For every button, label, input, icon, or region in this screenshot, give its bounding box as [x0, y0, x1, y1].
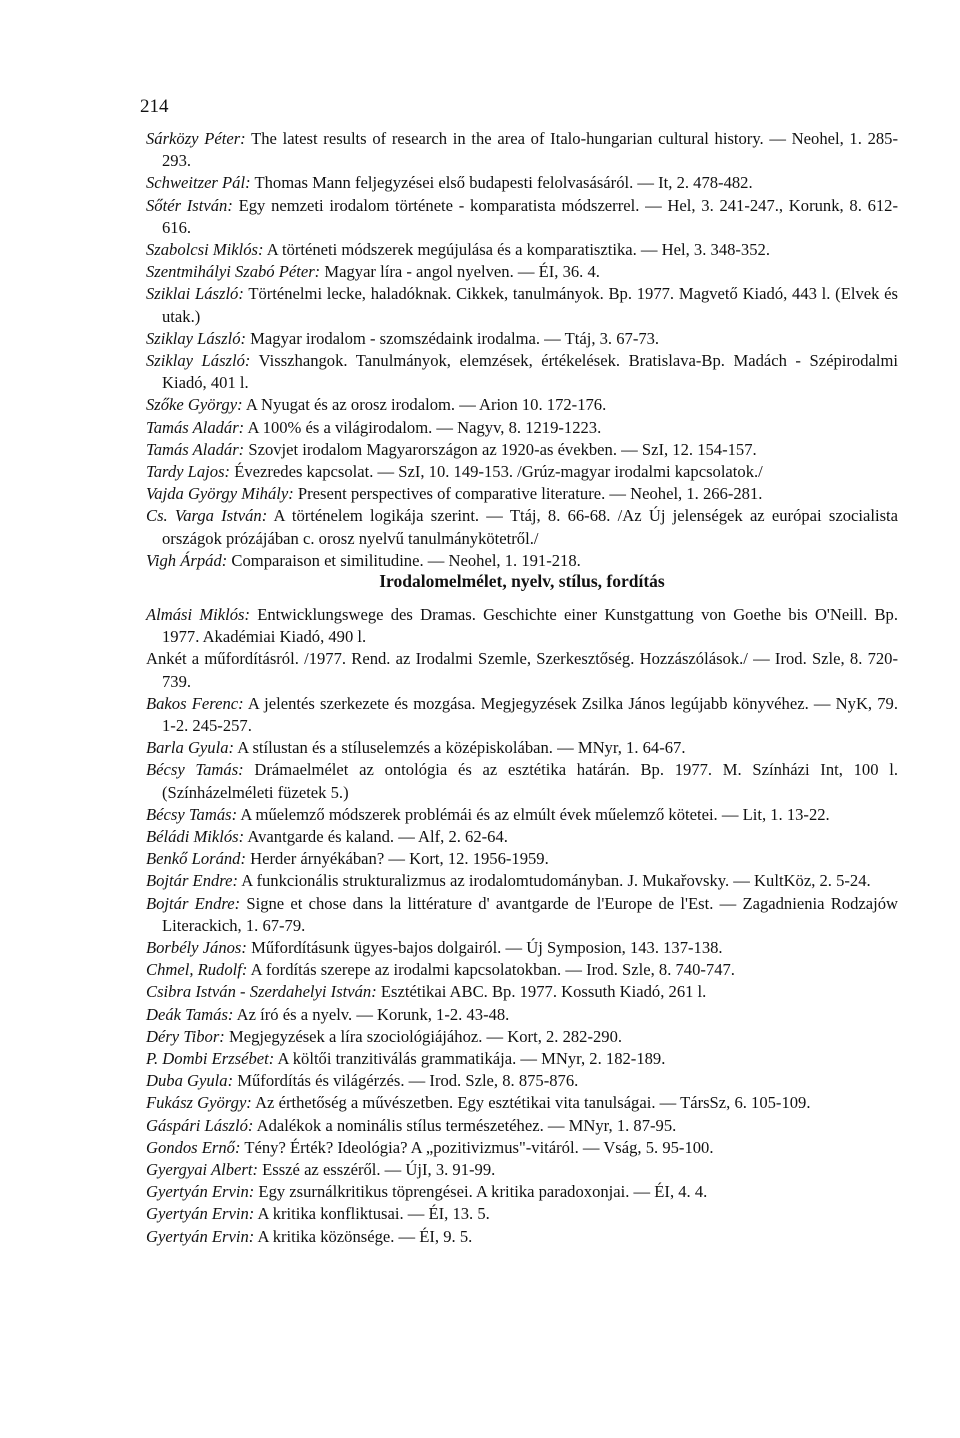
- entry-author: Gondos Ernő:: [146, 1137, 241, 1157]
- bibliography-entry: [146, 737, 898, 759]
- entry-text: Esztétikai ABC. Bp. 1977. Kossuth Kiadó, 261 l.: [376, 982, 707, 1002]
- entry-author: Schweitzer Pál:: [146, 173, 251, 193]
- entry-text: A funkcionális strukturalizmus az irodalomtudományban. J. Mukařovsky. — KultKöz, 2. 5-24.: [238, 871, 871, 891]
- entry-text: Herder árnyékában? — Kort, 12. 1956-1959.: [246, 849, 549, 869]
- entry-author: Vajda György Mihály:: [146, 484, 294, 504]
- entry-author: Fukász György:: [146, 1093, 252, 1113]
- bibliography-entry: [146, 461, 898, 483]
- bibliography-entry: [146, 759, 898, 803]
- entry-text: A költői tranzitiválás grammatikája. — MNyr, 2. 182-189.: [274, 1049, 666, 1069]
- entry-text: Egy zsurnálkritikus töprengései. A kritika paradoxonjai. — ÉI, 4. 4.: [254, 1182, 708, 1202]
- entry-author: Duba Gyula:: [146, 1071, 234, 1091]
- entry-author: Sőtér István:: [146, 195, 233, 215]
- entry-text: A történeti módszerek megújulása és a komparatisztika. — Hel, 3. 348-352.: [263, 240, 770, 260]
- entry-text: Thomas Mann feljegyzései első budapesti felolvasásáról. — It, 2. 478-482.: [250, 173, 753, 193]
- entry-author: Szabolcsi Miklós:: [146, 240, 264, 260]
- bibliography-entry: [146, 483, 898, 505]
- entry-author: Gyertyán Ervin:: [146, 1204, 255, 1224]
- entry-author: Csibra István - Szerdahelyi István:: [146, 982, 377, 1002]
- entry-text: A stílustan és a stíluselemzés a középiskolában. — MNyr, 1. 64-67.: [234, 738, 686, 758]
- entry-author: Tamás Aladár:: [146, 417, 245, 437]
- entry-author: Chmel, Rudolf:: [146, 960, 248, 980]
- entry-text: Magyar irodalom - szomszédaink irodalma. — Ttáj, 3. 67-73.: [246, 328, 660, 348]
- entry-text: Magyar líra - angol nyelven. — ÉI, 36. 4.: [320, 262, 600, 282]
- entry-author: Bécsy Tamás:: [146, 760, 244, 780]
- bibliography-entry: [146, 1048, 898, 1070]
- entry-author: Sziklay László:: [146, 328, 247, 348]
- entry-author: Bécsy Tamás:: [146, 804, 238, 824]
- entry-text: Avantgarde és kaland. — Alf, 2. 62-64.: [244, 827, 508, 847]
- bibliography-entry: [146, 693, 898, 737]
- bibliography-entry: [146, 261, 898, 283]
- entry-author: Tardy Lajos:: [146, 462, 231, 482]
- bibliography-entry: [146, 981, 898, 1003]
- entry-author: Bakos Ferenc:: [146, 693, 244, 713]
- entry-author: Vigh Árpád:: [146, 550, 228, 570]
- entry-text: Signe et chose dans la littérature d' avantgarde de l'Europe de l'Est. — Zagadnienia Rodzajów Literackich, 1. 67-79.: [162, 893, 898, 935]
- bibliography-entry: [146, 848, 898, 870]
- bibliography-entry: [146, 1070, 898, 1092]
- entry-author: Benkő Loránd:: [146, 849, 247, 869]
- bibliography-entry: [146, 128, 898, 172]
- entry-author: Sárközy Péter:: [146, 129, 246, 148]
- entry-text: Adalékok a nominális stílus természetéhez. — MNyr, 1. 87-95.: [253, 1115, 677, 1135]
- bibliography-entry: [146, 870, 898, 892]
- bibliography-list-comparative: [146, 128, 898, 572]
- entry-author: Gáspári László:: [146, 1115, 254, 1135]
- entry-author: Bojtár Endre:: [146, 871, 239, 891]
- bibliography-entry: [146, 283, 898, 327]
- entry-author: Bojtár Endre:: [146, 893, 241, 913]
- bibliography-entry: [146, 239, 898, 261]
- section-heading: Irodalomelmélet, nyelv, stílus, fordítás: [379, 571, 665, 591]
- entry-author: Déry Tibor:: [146, 1026, 225, 1046]
- entry-text: Egy nemzeti irodalom története - komparatista módszerrel. — Hel, 3. 241-247., Korunk, 8. 612-616.: [162, 195, 898, 237]
- entry-author: Szentmihályi Szabó Péter:: [146, 262, 321, 282]
- entry-text: Az író és a nyelv. — Korunk, 1-2. 43-48.: [233, 1004, 510, 1024]
- entry-author: Sziklay László:: [146, 351, 251, 371]
- entry-author: Barla Gyula:: [146, 738, 235, 758]
- entry-text: Megjegyzések a líra szociológiájához. — Kort, 2. 282-290.: [224, 1026, 623, 1046]
- bibliography-entry: [146, 172, 898, 194]
- bibliography-entry: [146, 1092, 898, 1114]
- entry-text: A 100% és a világirodalom. — Nagyv, 8. 1219-1223.: [244, 417, 602, 437]
- entry-text: The latest results of research in the area of Italo-hungarian cultural history. — Neohel, 1. 285-293.: [162, 129, 898, 171]
- bibliography-list-theory: [146, 604, 898, 1248]
- bibliography-entry: [146, 1115, 898, 1137]
- entry-author: P. Dombi Erzsébet:: [146, 1049, 275, 1069]
- entry-text: Történelmi lecke, haladóknak. Cikkek, tanulmányok. Bp. 1977. Magvető Kiadó, 443 l. (Elvek és utak.): [162, 284, 898, 326]
- entry-author: Gyertyán Ervin:: [146, 1226, 255, 1246]
- entry-text: Comparaison et similitudine. — Neohel, 1. 191-218.: [227, 550, 581, 570]
- entry-text: Műfordítás és világérzés. — Irod. Szle, 8. 875-876.: [233, 1071, 579, 1091]
- entry-text: Esszé az esszéről. — ÚjI, 3. 91-99.: [257, 1160, 496, 1180]
- entry-text: A fordítás szerepe az irodalmi kapcsolatokban. — Irod. Szle, 8. 740-747.: [247, 960, 735, 980]
- entry-author: Sziklai László:: [146, 284, 244, 304]
- entry-author: Borbély János:: [146, 938, 247, 958]
- bibliography-entry: [146, 439, 898, 461]
- entry-author: Cs. Varga István:: [146, 506, 268, 526]
- bibliography-entry: [146, 1159, 898, 1181]
- bibliography-entry: [146, 350, 898, 394]
- entry-text: Évezredes kapcsolat. — SzI, 10. 149-153. /Grúz-magyar irodalmi kapcsolatok./: [230, 462, 763, 482]
- bibliography-entry: [146, 1137, 898, 1159]
- entry-author: Gyergyai Albert:: [146, 1160, 258, 1180]
- entry-text: A műelemző módszerek problémái és az elmúlt évek műelemző kötetei. — Lit, 1. 13-22.: [237, 804, 830, 824]
- bibliography-entry: [146, 1203, 898, 1225]
- bibliography-entry: [146, 959, 898, 981]
- entry-text: Ankét a műfordításról. /1977. Rend. az Irodalmi Szemle, Szerkesztőség. Hozzászólások./ — Irod. Szle, 8. 720-739.: [146, 649, 898, 691]
- entry-text: Drámaelmélet az ontológia és az esztétika határán. Bp. 1977. M. Színházi Int, 100 l. (Színházelméleti füzetek 5.): [162, 760, 898, 802]
- bibliography-entry: [146, 826, 898, 848]
- entry-author: Béládi Miklós:: [146, 827, 245, 847]
- bibliography-entry: [146, 328, 898, 350]
- entry-text: A történelem logikája szerint. — Ttáj, 8. 66-68. /Az Új jelenségek az európai szocialista országok prózájában c. orosz nyelvű tanulmánykötetről./: [162, 506, 898, 548]
- entry-text: Present perspectives of comparative literature. — Neohel, 1. 266-281.: [293, 484, 763, 504]
- page-number: 214: [140, 96, 169, 117]
- entry-author: Deák Tamás:: [146, 1004, 234, 1024]
- entry-text: Visszhangok. Tanulmányok, elemzések, értékelések. Bratislava-Bp. Madách - Szépirodalmi Kiadó, 401 l.: [162, 351, 898, 393]
- bibliography-entry: [146, 394, 898, 416]
- entry-text: A Nyugat és az orosz irodalom. — Arion 10. 172-176.: [242, 395, 607, 415]
- bibliography-entry: [146, 893, 898, 937]
- bibliography-entry: [146, 648, 898, 692]
- bibliography-entry: [146, 1004, 898, 1026]
- bibliography-entry: [146, 195, 898, 239]
- entry-text: A jelentés szerkezete és mozgása. Megjegyzések Zsilka János legújabb könyvéhez. — NyK, 79. 1-2. 245-257.: [162, 693, 898, 736]
- entry-text: Szovjet irodalom Magyarországon az 1920-as években. — SzI, 12. 154-157.: [244, 439, 757, 459]
- entry-author: Tamás Aladár:: [146, 439, 245, 459]
- entry-text: Az érthetőség a művészetben. Egy esztétikai vita tanulságai. — TársSz, 6. 105-109.: [251, 1093, 811, 1113]
- entry-text: Műfordításunk ügyes-bajos dolgairól. — Új Symposion, 143. 137-138.: [246, 938, 723, 958]
- bibliography-entry: [146, 937, 898, 959]
- entry-author: Szőke György:: [146, 395, 243, 415]
- bibliography-entry: [146, 804, 898, 826]
- bibliography-entry: [146, 505, 898, 549]
- bibliography-entry: [146, 604, 898, 648]
- entry-text: Tény? Érték? Ideológia? A „pozitivizmus"-vitáról. — Vság, 5. 95-100.: [240, 1137, 714, 1157]
- bibliography-entry: [146, 1226, 898, 1248]
- entry-text: A kritika konfliktusai. — ÉI, 13. 5.: [254, 1204, 490, 1224]
- entry-author: Gyertyán Ervin:: [146, 1182, 255, 1202]
- bibliography-entry: [146, 417, 898, 439]
- bibliography-entry: [146, 1026, 898, 1048]
- entry-author: Almási Miklós:: [146, 605, 251, 624]
- bibliography-entry: [146, 1181, 898, 1203]
- entry-text: A kritika közönsége. — ÉI, 9. 5.: [254, 1226, 473, 1246]
- entry-text: Entwicklungswege des Dramas. Geschichte einer Kunstgattung von Goethe bis O'Neill. Bp. 1977. Akadémiai Kiadó, 490 l.: [162, 605, 898, 647]
